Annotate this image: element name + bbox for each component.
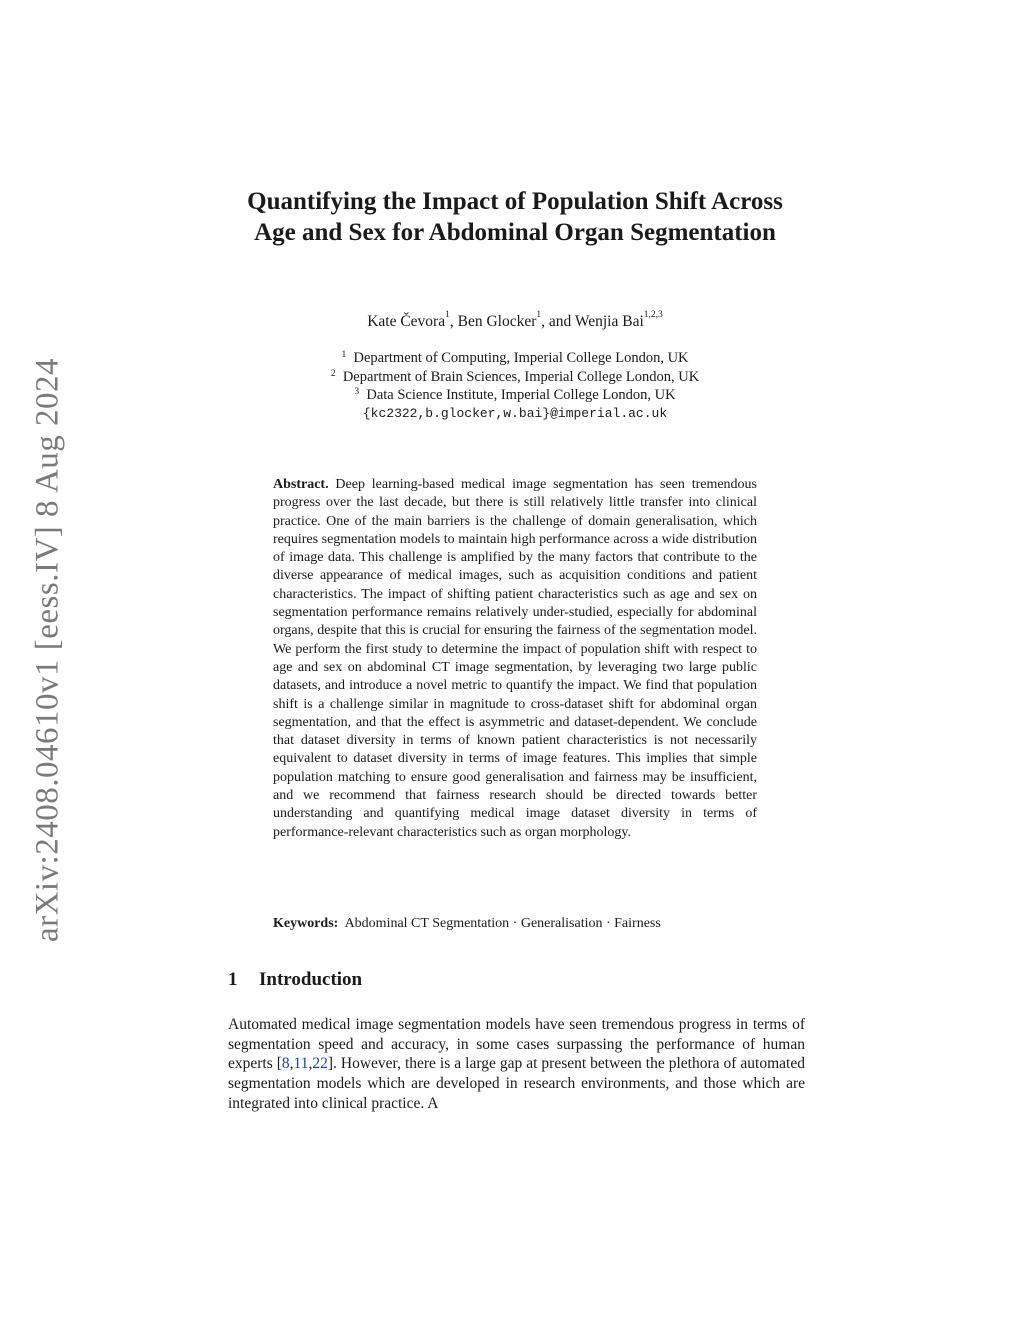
affiliations <box>230 349 800 423</box>
citation-link[interactable]: 11 <box>293 1055 309 1073</box>
intro-text-before: Automated medical image segmentation models have seen tremendous progress in terms of segmentation speed and accuracy, in some cases surpassing the performance of human experts [ <box>228 1016 805 1073</box>
introduction-paragraph: Automated medical image segmentation models have seen tremendous progress in terms of segmentation speed and accuracy, in some cases surpassing the performance of human experts [8,11,22]. However, there is a large gap at present between the plethora of automated segmentation models which are developed in research environments, and those which are integrated into clinical practice. A <box>228 1016 805 1112</box>
affiliation-line <box>230 368 800 387</box>
author-separator: , and <box>541 313 575 330</box>
affiliation-text: Department of Brain Sciences, Imperial College London, UK <box>342 368 700 385</box>
arxiv-identifier: arXiv:2408.04610v1 [eess.IV] 8 Aug 2024 <box>29 357 66 943</box>
affiliation-number: 1 <box>341 350 347 360</box>
author-list <box>230 310 800 331</box>
section-title: Introduction <box>259 969 363 990</box>
abstract-label: Abstract. <box>273 477 329 492</box>
section-heading <box>228 969 362 991</box>
author-affil-mark: 1 <box>536 310 542 320</box>
citation-link[interactable]: 22 <box>312 1055 328 1073</box>
affiliation-text: Data Science Institute, Imperial College London, UK <box>366 387 676 403</box>
intro-text-after: ]. However, there is a large gap at present between the plethora of automated segmentation models which are developed in research environments, and those which are integrated into clinical practice. A <box>228 1055 805 1112</box>
affiliation-line <box>230 349 800 368</box>
author-affil-mark: 1 <box>445 310 450 320</box>
author-name: Wenjia Bai <box>574 313 644 330</box>
affiliation-number: 3 <box>354 387 360 397</box>
abstract <box>273 476 757 842</box>
affiliation-text: Department of Computing, Imperial College London, UK <box>353 350 689 366</box>
citation-link[interactable]: 8 <box>281 1055 290 1073</box>
keywords-label: Keywords: <box>273 916 339 931</box>
keywords-text: Abdominal CT Segmentation · Generalisation · Fairness <box>344 916 661 931</box>
author-name: Kate Čevora <box>367 313 446 330</box>
author-affil-mark: 1,2,3 <box>643 310 663 320</box>
affiliation-number: 2 <box>330 368 336 379</box>
author-name: Ben Glocker <box>457 313 537 330</box>
section-number: 1 <box>228 969 238 990</box>
affiliation-line <box>230 386 800 405</box>
author-separator: , <box>449 313 458 330</box>
keywords <box>273 915 757 933</box>
paper-title: Quantifying the Impact of Population Shift Across Age and Sex for Abdominal Organ Segmentation <box>247 188 783 246</box>
abstract-text: Deep learning-based medical image segmentation has seen tremendous progress over the last decade, but there is still relatively little transfer into clinical practice. One of the main barriers is the challenge of domain generalisation, which requires segmentation models to maintain high performance across a wide distribution of image data. This challenge is amplified by the many factors that contribute to the diverse appearance of medical images, such as acquisition conditions and patient characteristics. The impact of shifting patient characteristics such as age and sex on segmentation performance remains relatively under-studied, especially for abdominal organs, despite that this is crucial for ensuring the fairness of the segmentation model. We perform the first study to determine the impact of population shift with respect to age and sex on abdominal CT image segmentation, by leveraging two large public datasets, and introduce a novel metric to quantify the impact. We find that population shift is a challenge similar in magnitude to cross-dataset shift for abdominal organ segmentation, and that the effect is asymmetric and dataset-dependent. We conclude that dataset diversity in terms of known patient characteristics is not necessarily equivalent to dataset diversity in terms of image features. This implies that simple population matching to ensure good generalisation and fairness may be insufficient, and we recommend that fairness research should be directed towards better understanding and quantifying medical image dataset diversity in terms of performance-relevant characteristics such as organ morphology. <box>273 477 758 840</box>
contact-email: {kc2322,b.glocker,w.bai}@imperial.ac.uk <box>362 405 668 421</box>
